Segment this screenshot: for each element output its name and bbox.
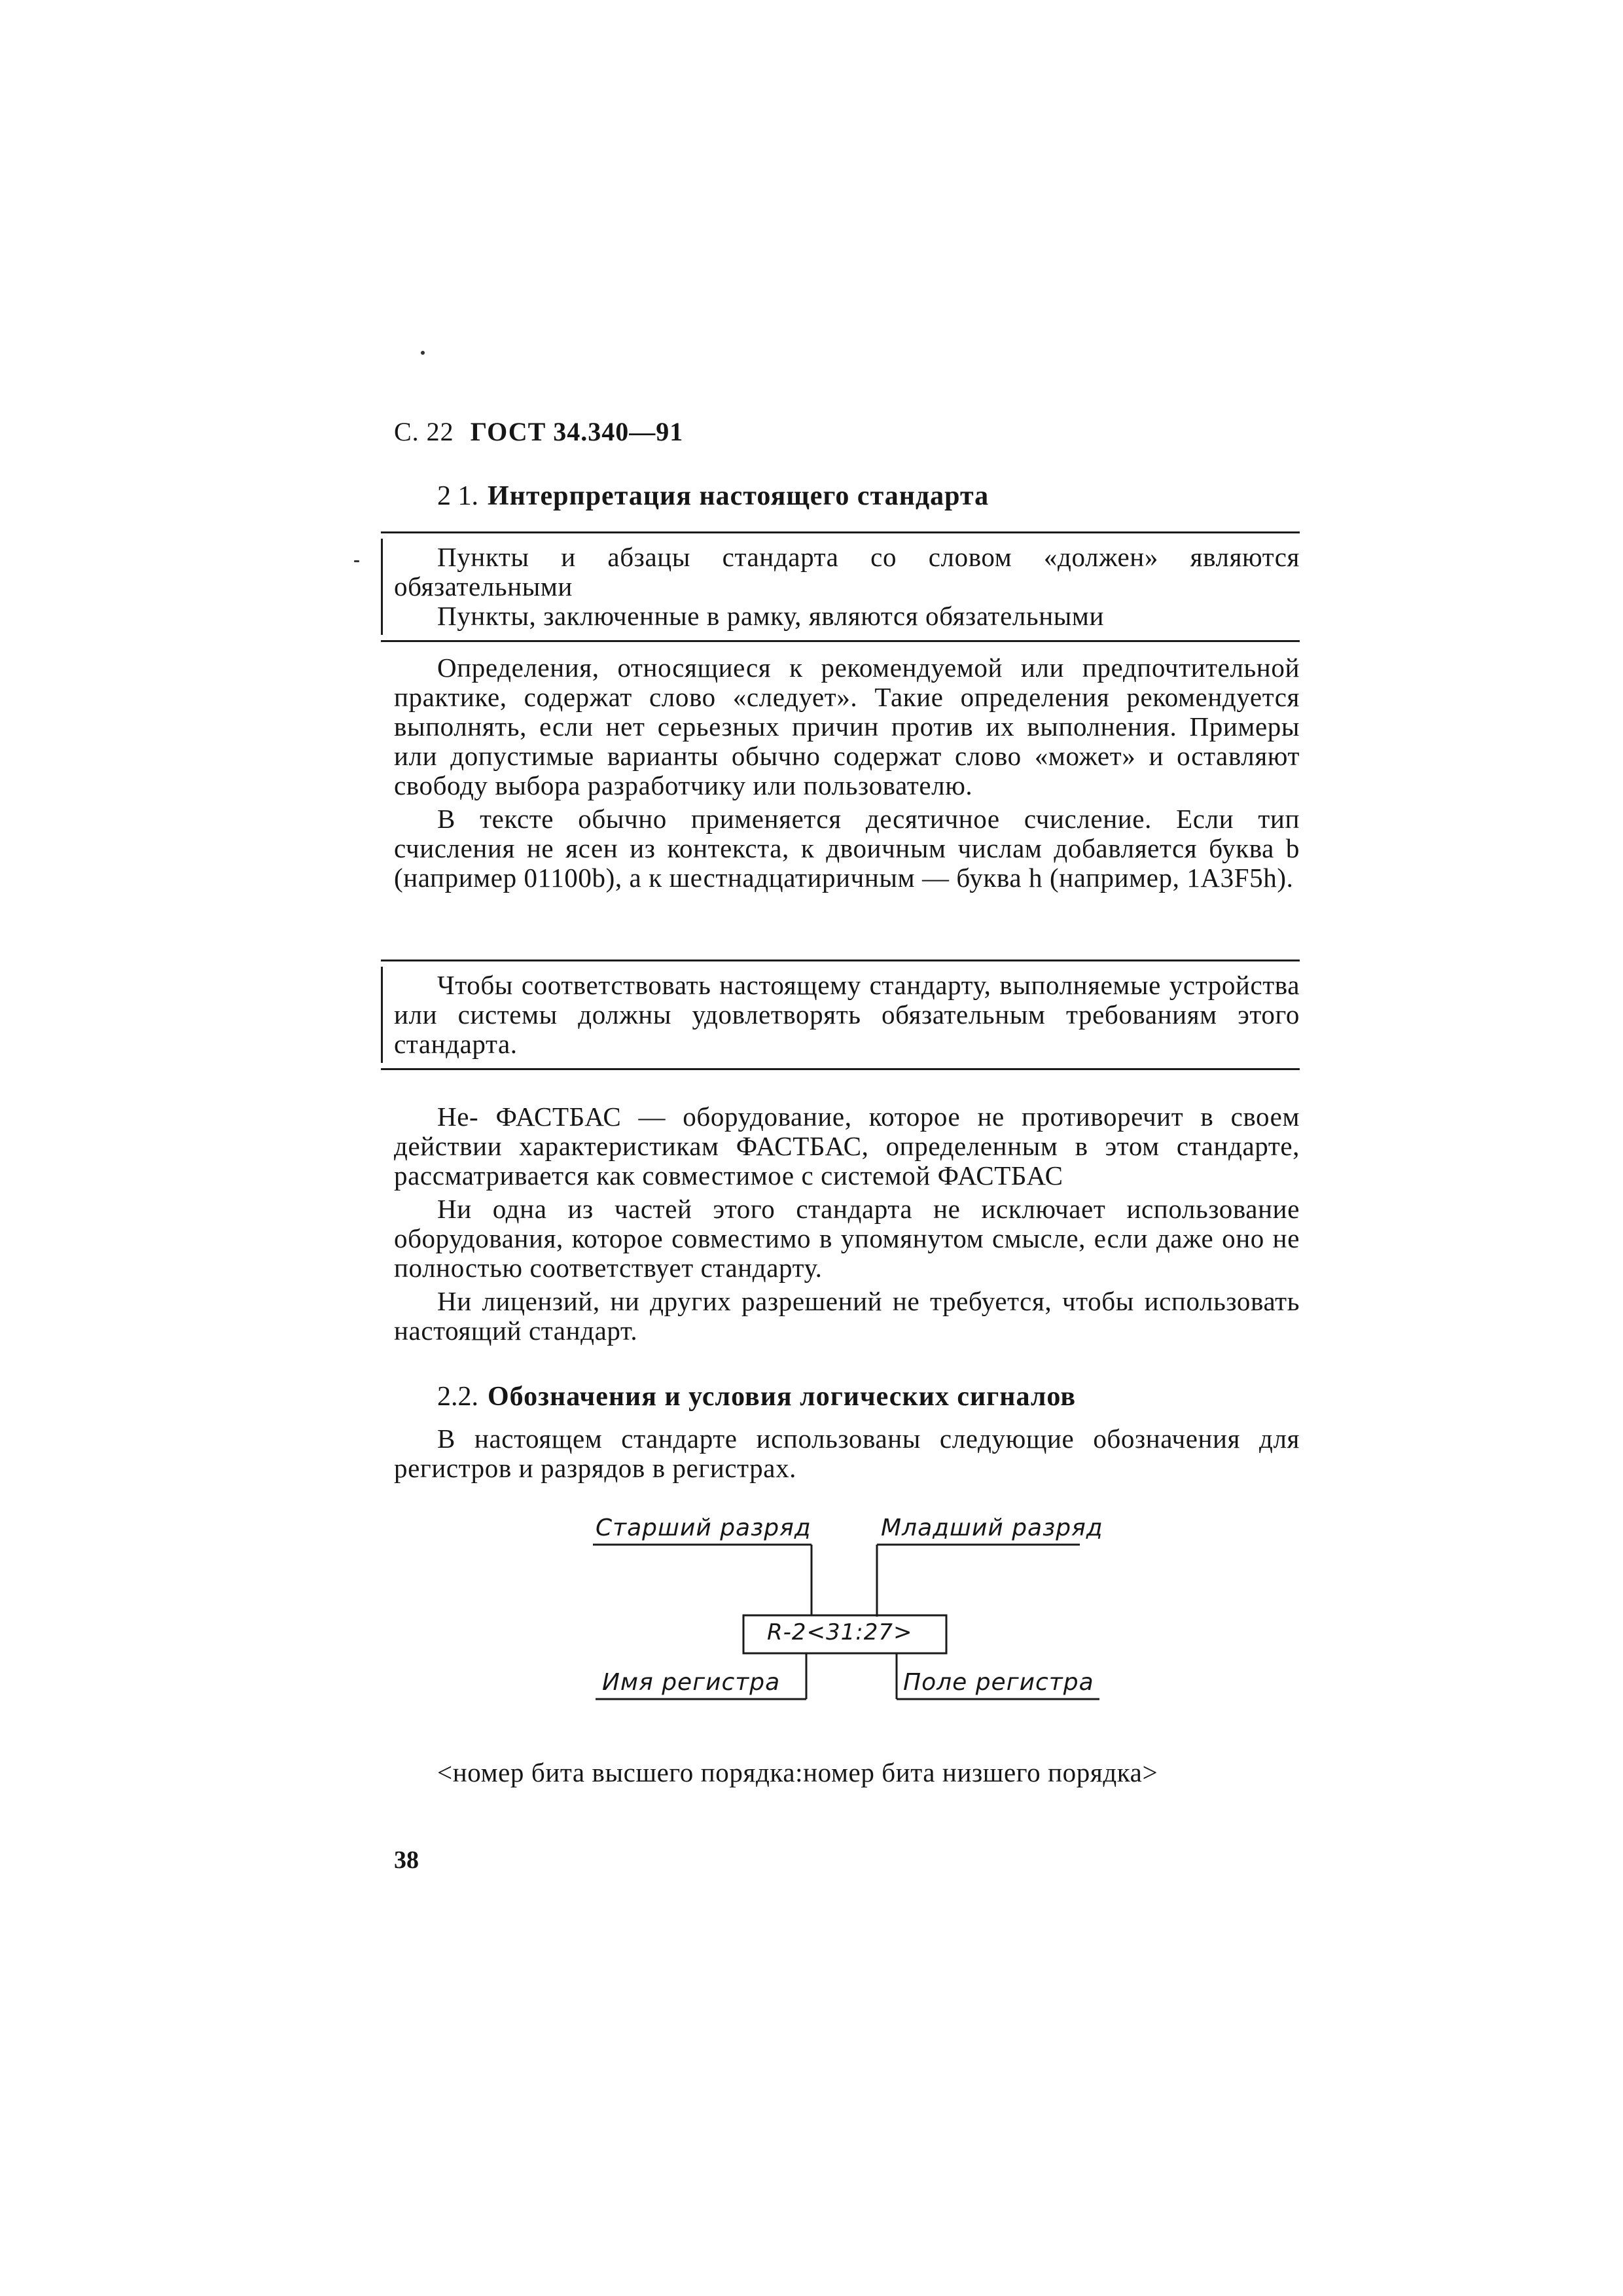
page-number: 38 xyxy=(394,1846,419,1874)
register-name-label: Имя регистра xyxy=(602,1669,781,1696)
paragraph: В тексте обычно применяется десятичное счисление. Если тип счисления не ясен из контекста, к двоичным числам добавляется буква b (например 01100b), а к шестнадцатиричным — буква h (например, 1A3F5h). xyxy=(394,804,1300,893)
scan-speck xyxy=(354,560,359,562)
section-number: 2 1. xyxy=(437,481,478,511)
standard-code: ГОСТ 34.340—91 xyxy=(470,417,684,446)
section-number: 2.2. xyxy=(437,1382,478,1412)
section-2-2-heading xyxy=(394,1377,1300,1416)
paragraph: В настоящем стандарте использованы следующие обозначения для регистров и разрядов в регистрах. xyxy=(394,1424,1300,1483)
mandatory-frame-1 xyxy=(381,531,1300,642)
section-title: Интерпретация настоящего стандарта xyxy=(488,481,990,511)
scan-speck xyxy=(421,351,425,355)
frame-bar xyxy=(381,539,383,635)
page-header xyxy=(394,416,683,447)
paragraph: Ни лицензий, ни других разрешений не требуется, чтобы использовать настоящий стандарт. xyxy=(394,1286,1300,1346)
msb-label: Старший разряд xyxy=(596,1515,812,1541)
format-note: <номер бита высшего порядка:номер бита низшего порядка> xyxy=(437,1757,1158,1787)
body-block-2 xyxy=(394,1102,1300,1346)
section-title: Обозначения и условия логических сигналов xyxy=(488,1382,1077,1412)
paragraph: Определения, относящиеся к рекомендуемой или предпочтительной практике, содержат слово «следует». Такие определения рекомендуется выполнять, если нет серьезных причин против их выполнения. Примеры или допустимые варианты обычно содержат слово «может» и оставляют свободу выбора разработчику или пользователю. xyxy=(394,653,1300,800)
frame-bar xyxy=(381,967,383,1063)
format-note-block xyxy=(394,1758,1300,1787)
frame-paragraph: Чтобы соответствовать настоящему стандарту, выполняемые устройства или системы должны удовлетворять обязательным требованиям этого стандарта. xyxy=(394,970,1300,1059)
register-field-label: Поле регистра xyxy=(903,1669,1094,1696)
frame-line: Пункты и абзацы стандарта со словом «должен» являются обязательными xyxy=(394,542,1300,601)
paragraph: Ни одна из частей этого стандарта не исключает использование оборудования, которое совместимо в упомянутом смысле, если даже оно не полностью соответствует стандарту. xyxy=(394,1194,1300,1283)
paragraph: Не- ФАСТБАС — оборудование, которое не противоречит в своем действии характеристикам ФАСТБАС, определенным в этом стандарте, рассматривается как совместимое с системой ФАСТБАС xyxy=(394,1102,1300,1191)
register-expression: R-2<31:27> xyxy=(767,1619,913,1645)
lsb-label: Младший разряд xyxy=(881,1515,1103,1541)
mandatory-frame-2 xyxy=(381,960,1300,1070)
section-2-1-heading xyxy=(394,476,1300,516)
frame-line: Пункты, заключенные в рамку, являются обязательными xyxy=(437,601,1105,631)
section-2-2-intro xyxy=(394,1424,1300,1483)
body-block-1 xyxy=(394,653,1300,893)
page-label: С. 22 xyxy=(394,417,454,446)
register-notation-diagram xyxy=(576,1505,1165,1715)
